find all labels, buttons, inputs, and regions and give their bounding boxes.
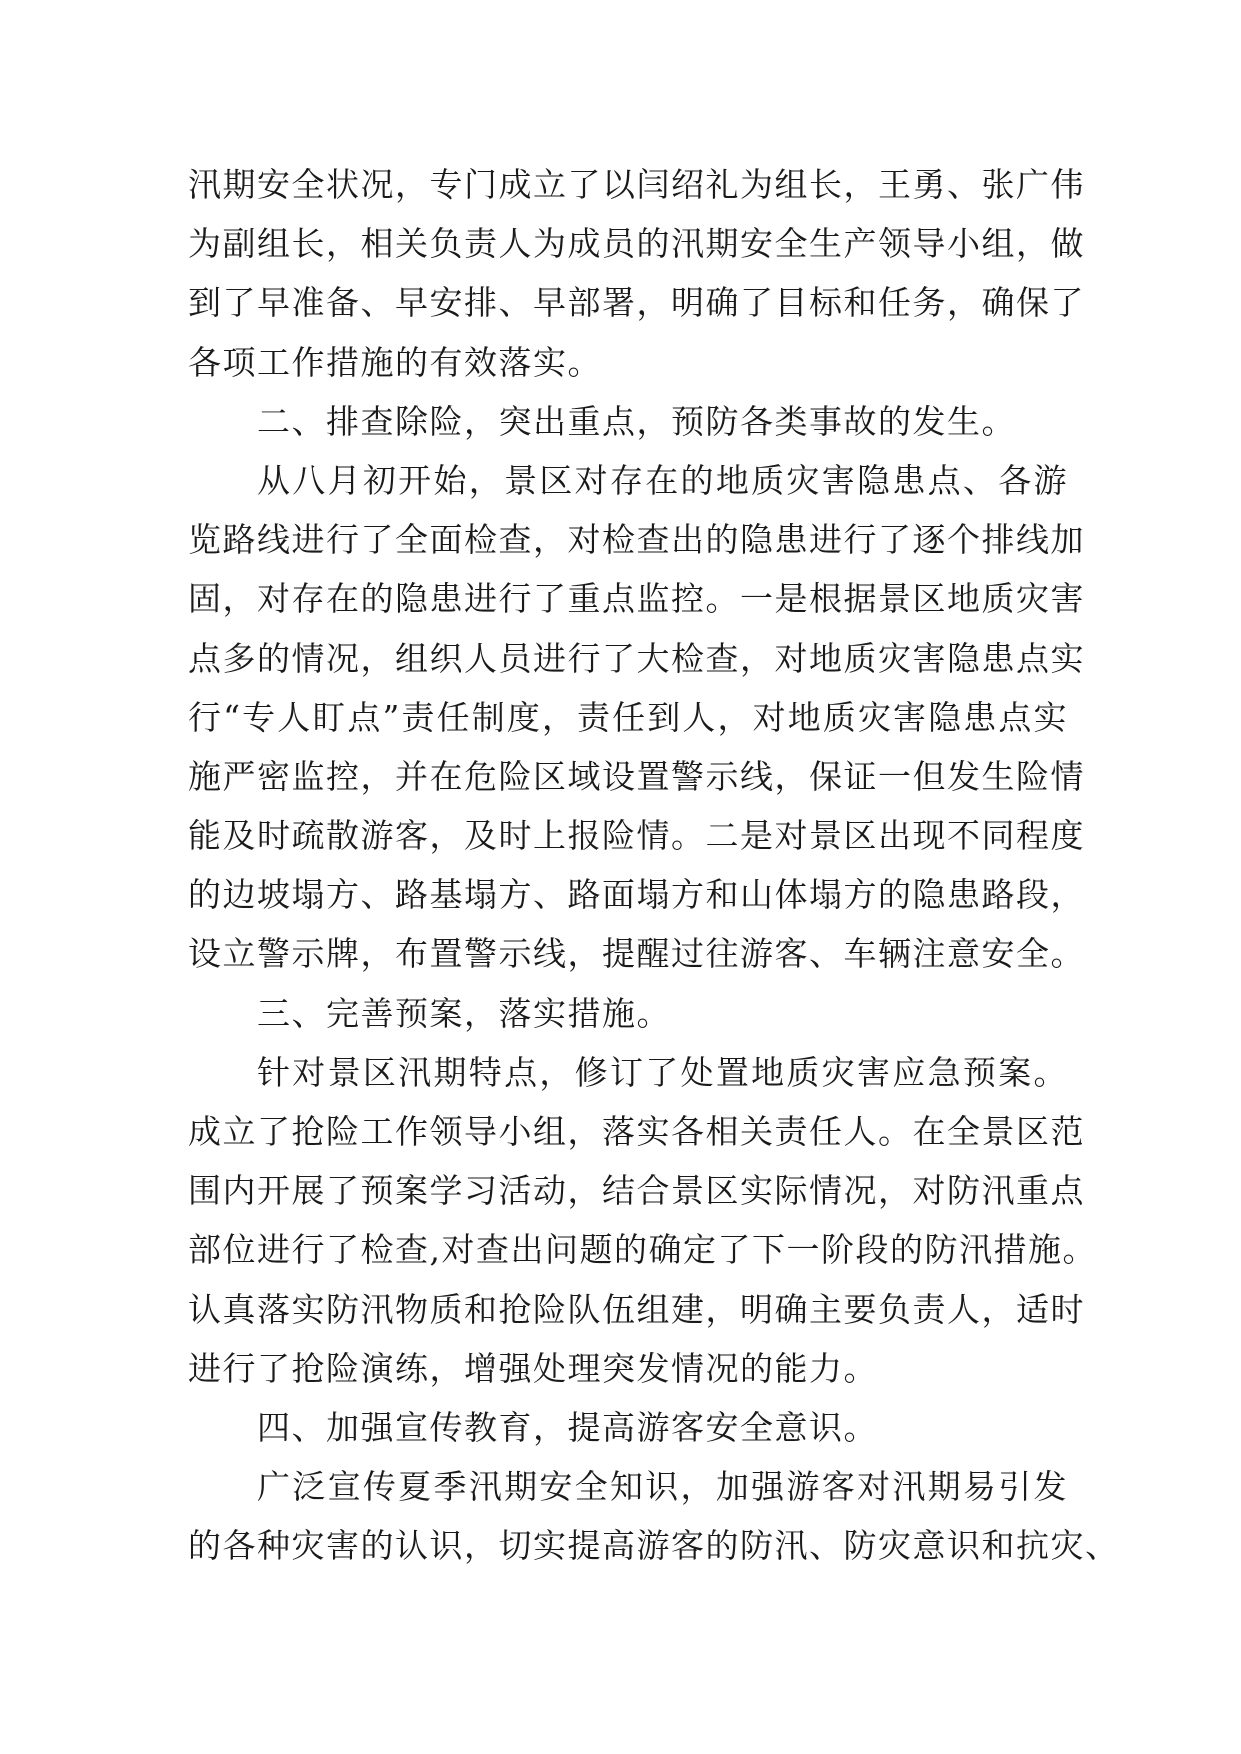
text-line: 的各种灾害的认识，切实提高游客的防汛、防灾意识和抗灾、 xyxy=(188,1526,1120,1566)
text-line: 的边坡塌方、路基塌方、路面塌方和山体塌方的隐患路段， xyxy=(188,875,1085,915)
text-line: 进行了抢险演练，增强处理突发情况的能力。 xyxy=(188,1348,878,1388)
text-line: 施严密监控，并在危险区域设置警示线，保证一但发生险情 xyxy=(188,756,1085,796)
text-line: 从八月初开始，景区对存在的地质灾害隐患点、各游 xyxy=(257,460,1068,500)
section-heading: 三、完善预案，落实措施。 xyxy=(257,993,671,1033)
text-line: 览路线进行了全面检查，对检查出的隐患进行了逐个排线加 xyxy=(188,520,1085,560)
text-line: 广泛宣传夏季汛期安全知识，加强游客对汛期易引发 xyxy=(257,1467,1068,1507)
text-line: 能及时疏散游客，及时上报险情。二是对景区出现不同程度 xyxy=(188,816,1085,856)
text-line: 围内开展了预案学习活动，结合景区实际情况，对防汛重点 xyxy=(188,1171,1085,1211)
text-line: 成立了抢险工作领导小组，落实各相关责任人。在全景区范 xyxy=(188,1112,1085,1151)
text-line: 汛期安全状况，专门成立了以闫绍礼为组长，王勇、张广伟 xyxy=(188,165,1085,204)
text-line: 行“专人盯点”责任制度，责任到人，对地质灾害隐患点实 xyxy=(188,697,1068,737)
text-line: 点多的情况，组织人员进行了大检查，对地质灾害隐患点实 xyxy=(188,638,1085,678)
text-line: 设立警示牌，布置警示线，提醒过往游客、车辆注意安全。 xyxy=(188,934,1085,974)
text-line: 各项工作措施的有效落实。 xyxy=(188,342,602,382)
text-line: 针对景区汛期特点，修订了处置地质灾害应急预案。 xyxy=(257,1052,1068,1092)
text-line: 固，对存在的隐患进行了重点监控。一是根据景区地质灾害 xyxy=(188,579,1085,619)
section-heading: 四、加强宣传教育，提高游客安全意识。 xyxy=(257,1407,878,1447)
text-line: 认真落实防汛物质和抢险队伍组建，明确主要负责人，适时 xyxy=(188,1289,1085,1329)
text-line: 为副组长，相关负责人为成员的汛期安全生产领导小组，做 xyxy=(188,224,1085,264)
section-heading: 二、排查除险，突出重点，预防各类事故的发生。 xyxy=(257,401,1016,441)
text-line: 部位进行了检查,对查出问题的确定了下一阶段的防汛措施。 xyxy=(188,1230,1097,1270)
document-body xyxy=(188,155,1120,1576)
text-line: 到了早准备、早安排、早部署，明确了目标和任务，确保了 xyxy=(188,283,1085,323)
